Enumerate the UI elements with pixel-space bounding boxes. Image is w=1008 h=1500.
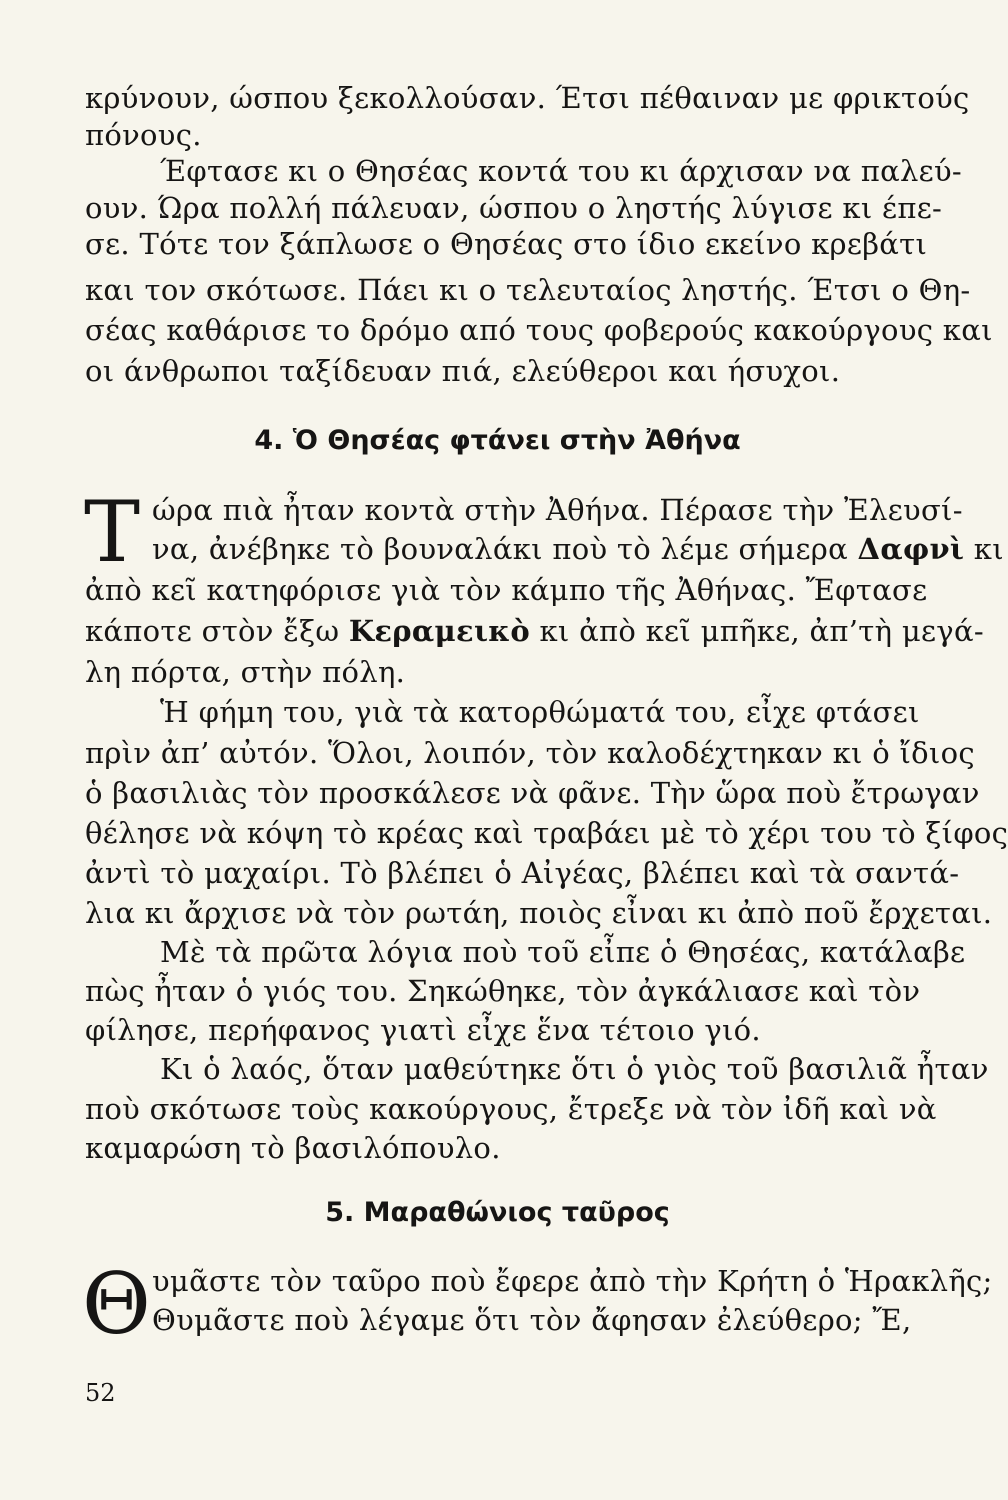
text-line: πὼς ἦταν ὁ γιός του. Σηκώθηκε, τὸν ἀγκάλιασε καὶ τὸν (85, 974, 921, 1008)
text-line: λη πόρτα, στὴν πόλη. (85, 655, 406, 689)
text-line: υμᾶστε τὸν ταῦρο ποὺ ἔφερε ἀπὸ τὴν Κρήτη ὁ Ἡρακλῆς; (152, 1264, 993, 1298)
section-heading: 5. Μαραθώνιος ταῦρος (325, 1197, 670, 1228)
page-number: 52 (85, 1379, 116, 1407)
text-line: και τον σκότωσε. Πάει κι ο τελευταίος ληστής. Έτσι ο Θη- (85, 273, 971, 307)
text-line: κρύνουν, ώσπου ξεκολλούσαν. Έτσι πέθαιναν με φρικτούς (85, 81, 970, 115)
text-line: καμαρώση τὸ βασιλόπουλο. (85, 1131, 501, 1165)
bold-term: Δαφνὶ (857, 532, 965, 566)
text-line: θέλησε νὰ κόψη τὸ κρέας καὶ τραβάει μὲ τὸ χέρι του τὸ ξίφος (85, 816, 1008, 850)
bold-term: Κεραμεικὸ (348, 614, 530, 648)
text-line: οι άνθρωποι ταξίδευαν πιά, ελεύθεροι και ήσυχοι. (85, 354, 841, 388)
dropcap: Θ (82, 1255, 151, 1353)
section-heading: 4. Ὁ Θησέας φτάνει στὴν Ἀθήνα (254, 425, 741, 456)
text-line: Κι ὁ λαός, ὅταν μαθεύτηκε ὅτι ὁ γιὸς τοῦ βασιλιᾶ ἦταν (160, 1052, 989, 1086)
text-span: κι (964, 532, 1004, 566)
text-line (85, 613, 984, 649)
text-span: να, ἀνέβηκε τὸ βουναλάκι ποὺ τὸ λέμε σήμερα (152, 532, 858, 566)
text-line: Θυμᾶστε ποὺ λέγαμε ὅτι τὸν ἄφησαν ἐλεύθερο; Ἔ, (152, 1303, 912, 1337)
text-line: λια κι ἄρχισε νὰ τὸν ρωτάη, ποιὸς εἶναι κι ἀπὸ ποῦ ἔρχεται. (85, 896, 993, 930)
text-line: πρὶν ἀπ’ αὐτόν. Ὅλοι, λοιπόν, τὸν καλοδέχτηκαν κι ὁ ἴδιος (85, 736, 975, 770)
text-line: ουν. Ώρα πολλή πάλευαν, ώσπου ο ληστής λύγισε κι έπε- (85, 191, 943, 225)
text-line: ἀπὸ κεῖ κατηφόρισε γιὰ τὸν κάμπο τῆς Ἀθήνας. Ἔφτασε (85, 573, 928, 607)
text-span: κι ἀπὸ κεῖ μπῆκε, ἀπ’τὴ μεγά- (529, 614, 984, 648)
text-line: Ἡ φήμη του, γιὰ τὰ κατορθώματά του, εἶχε φτάσει (160, 695, 920, 729)
text-line: ποὺ σκότωσε τοὺς κακούργους, ἔτρεξε νὰ τὸν ἰδῆ καὶ νὰ (85, 1092, 937, 1126)
text-line: ὁ βασιλιὰς τὸν προσκάλεσε νὰ φᾶνε. Τὴν ὥρα ποὺ ἔτρωγαν (85, 776, 980, 810)
text-line (152, 531, 1004, 567)
text-span: κάποτε στὸν ἔξω (85, 614, 349, 648)
text-line: ώρα πιὰ ἦταν κοντὰ στὴν Ἀθήνα. Πέρασε τὴν Ἐλευσί- (152, 493, 963, 527)
text-line: σε. Τότε τον ξάπλωσε ο Θησέας στο ίδιο εκείνο κρεβάτι (85, 227, 928, 261)
dropcap: Τ (84, 483, 141, 581)
text-line: πόνους. (85, 118, 202, 152)
text-line: φίλησε, περήφανος γιατὶ εἶχε ἕνα τέτοιο γιό. (85, 1013, 761, 1047)
text-line: Έφτασε κι ο Θησέας κοντά του κι άρχισαν να παλεύ- (160, 154, 963, 188)
text-line: σέας καθάρισε το δρόμο από τους φοβερούς κακούργους και (85, 313, 993, 347)
text-line: ἀντὶ τὸ μαχαίρι. Τὸ βλέπει ὁ Αἰγέας, βλέπει καὶ τὰ σαντά- (85, 856, 960, 890)
text-line: Μὲ τὰ πρῶτα λόγια ποὺ τοῦ εἶπε ὁ Θησέας, κατάλαβε (160, 935, 966, 969)
